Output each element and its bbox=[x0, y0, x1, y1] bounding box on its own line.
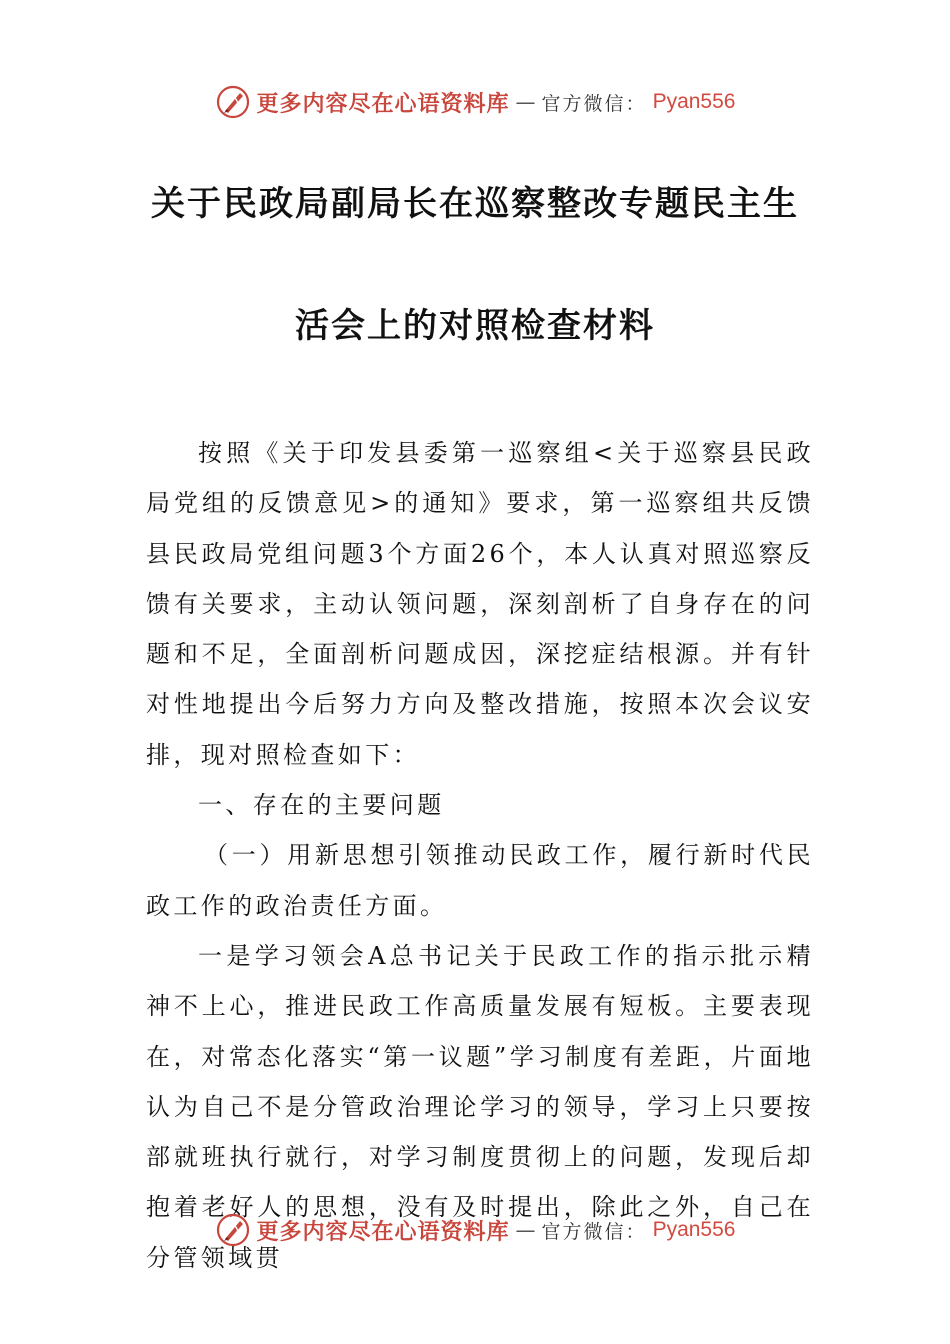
watermark-banner-top bbox=[0, 82, 950, 122]
watermark-separator: — bbox=[515, 90, 536, 114]
paragraph-intro: 按照《关于印发县委第一巡察组<关于巡察县民政局党组的反馈意见>的通知》要求，第一巡察组共反馈县民政局党组问题3个方面26个，本人认真对照巡察反馈有关要求，主动认领问题，深刻剖析了自身存在的问题和不足，全面剖析问题成因，深挖症结根源。并有针对性地提出今后努力方向及整改措施，按照本次会议安排，现对照检查如下： bbox=[146, 439, 814, 769]
document-body bbox=[146, 428, 814, 1283]
watermark-wechat-label: 官方微信： bbox=[541, 1220, 647, 1243]
watermark-wechat-id: Pyan556 bbox=[652, 1218, 736, 1241]
watermark-wechat-label: 官方微信： bbox=[541, 92, 647, 115]
paragraph-point-one: 一是学习领会A总书记关于民政工作的指示批示精神不上心，推进民政工作高质量发展有短板。主要表现在，对常态化落实“第一议题”学习制度有差距，片面地认为自己不是分管政治理论学习的领导，学习上只要按部就班执行就行，对学习制度贯彻上的问题，发现后却抱着老好人的思想，没有及时提出，除此之外，自己在分管领域贯 bbox=[146, 941, 814, 1272]
document-title-line-2: 活会上的对照检查材料 bbox=[295, 306, 655, 346]
watermark-banner-bottom bbox=[0, 1210, 950, 1250]
subsection-heading: （一）用新思想引领推动民政工作，履行新时代民政工作的政治责任方面。 bbox=[146, 841, 814, 920]
watermark-brand-text: 更多内容尽在心语资料库 bbox=[256, 90, 510, 117]
quill-pen-logo-icon bbox=[215, 1212, 251, 1248]
quill-pen-logo-icon bbox=[215, 84, 251, 120]
document-title-line-1: 关于民政局副局长在巡察整改专题民主生 bbox=[151, 184, 799, 224]
watermark-brand-text: 更多内容尽在心语资料库 bbox=[256, 1218, 510, 1245]
section-heading: 一、存在的主要问题 bbox=[198, 791, 445, 820]
watermark-wechat-id: Pyan556 bbox=[652, 90, 736, 113]
watermark-separator: — bbox=[515, 1218, 536, 1242]
